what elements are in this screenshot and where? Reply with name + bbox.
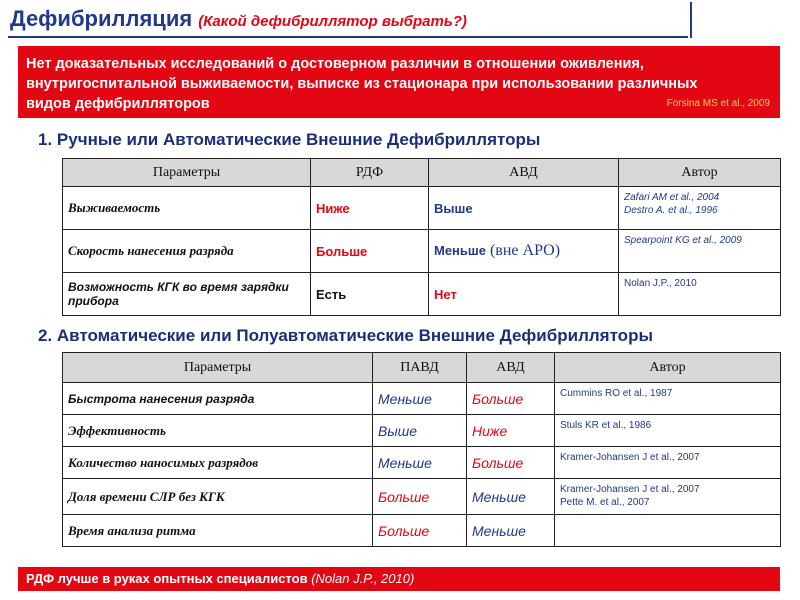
slide-subtitle: (Какой дефибриллятор выбрать?) (198, 13, 467, 30)
section1-heading: 1. Ручные или Автоматические Внешние Дефибрилляторы (38, 130, 541, 149)
table-row (63, 415, 781, 447)
pavd-cell: Меньше (373, 383, 467, 415)
summary-box (18, 46, 780, 118)
table-row (63, 230, 781, 273)
col-header-author: Автор (619, 159, 781, 187)
title-divider (690, 2, 692, 38)
author-cell: Zafari AM et al., 2004 Destro A. et al., 1996 (619, 187, 781, 230)
avd-cell: Ниже (467, 415, 555, 447)
author-cell: Stuls KR et al., 1986 (555, 415, 781, 447)
section2-heading: 2. Автоматические или Полуавтоматические Внешние Дефибрилляторы (38, 326, 653, 345)
col-header-author: Автор (555, 353, 781, 383)
pavd-cell: Меньше (373, 447, 467, 479)
rdf-cell: Больше (311, 230, 429, 273)
author-cell: Cummins RO et al., 1987 (555, 383, 781, 415)
param-cell: Возможность КГК во время зарядки прибора (63, 273, 311, 316)
author-cell: Kramer-Johansen J et al., 2007 (555, 447, 781, 479)
table-row (63, 515, 781, 547)
table-row (63, 273, 781, 316)
col-header-rdf: РДФ (311, 159, 429, 187)
col-header-avd: АВД (429, 159, 619, 187)
param-cell: Быстрота нанесения разряда (63, 383, 373, 415)
param-cell: Выживаемость (63, 187, 311, 230)
col-header-avd: АВД (467, 353, 555, 383)
param-cell: Доля времени СЛР без КГК (63, 479, 373, 515)
table-row (63, 383, 781, 415)
table-manual-vs-aed (62, 158, 781, 316)
table-header-row (63, 353, 781, 383)
summary-citation: Forsina MS et al., 2009 (666, 98, 770, 109)
conclusion-box (18, 567, 780, 591)
rdf-cell: Есть (311, 273, 429, 316)
table-header-row (63, 159, 781, 187)
avd-cell: Меньше (467, 479, 555, 515)
table-row (63, 187, 781, 230)
table-row (63, 447, 781, 479)
param-cell: Эффективность (63, 415, 373, 447)
param-cell: Количество наносимых разрядов (63, 447, 373, 479)
author-cell: Spearpoint KG et al., 2009 (619, 230, 781, 273)
author-cell: Nolan J.P., 2010 (619, 273, 781, 316)
col-header-params: Параметры (63, 159, 311, 187)
pavd-cell: Больше (373, 515, 467, 547)
col-header-params: Параметры (63, 353, 373, 383)
title-underline (8, 36, 688, 38)
pavd-cell: Больше (373, 479, 467, 515)
author-cell: Kramer-Johansen J et al., 2007 Pette M. et al., 2007 (555, 479, 781, 515)
avd-cell: Меньше (вне АРО) (429, 230, 619, 273)
rdf-cell: Ниже (311, 187, 429, 230)
avd-cell: Нет (429, 273, 619, 316)
avd-cell: Больше (467, 383, 555, 415)
avd-cell: Больше (467, 447, 555, 479)
slide-title: Дефибрилляция (Какой дефибриллятор выбрать?) (10, 6, 467, 31)
conclusion-citation: (Nolan J.P., 2010) (311, 571, 415, 586)
param-cell: Скорость нанесения разряда (63, 230, 311, 273)
avd-cell: Меньше (467, 515, 555, 547)
summary-text: Нет доказательных исследований о достоверном различии в отношении оживления, внутригоспитальной выживаемости, выписке из стационара при использовании различных видов дефибрилляторов (26, 56, 698, 112)
pavd-cell: Выше (373, 415, 467, 447)
param-cell: Время анализа ритма (63, 515, 373, 547)
author-cell (555, 515, 781, 547)
table-semi-vs-aed (62, 352, 781, 547)
table-row (63, 479, 781, 515)
avd-cell: Выше (429, 187, 619, 230)
col-header-pavd: ПАВД (373, 353, 467, 383)
conclusion-text: РДФ лучше в руках опытных специалистов (26, 571, 308, 586)
